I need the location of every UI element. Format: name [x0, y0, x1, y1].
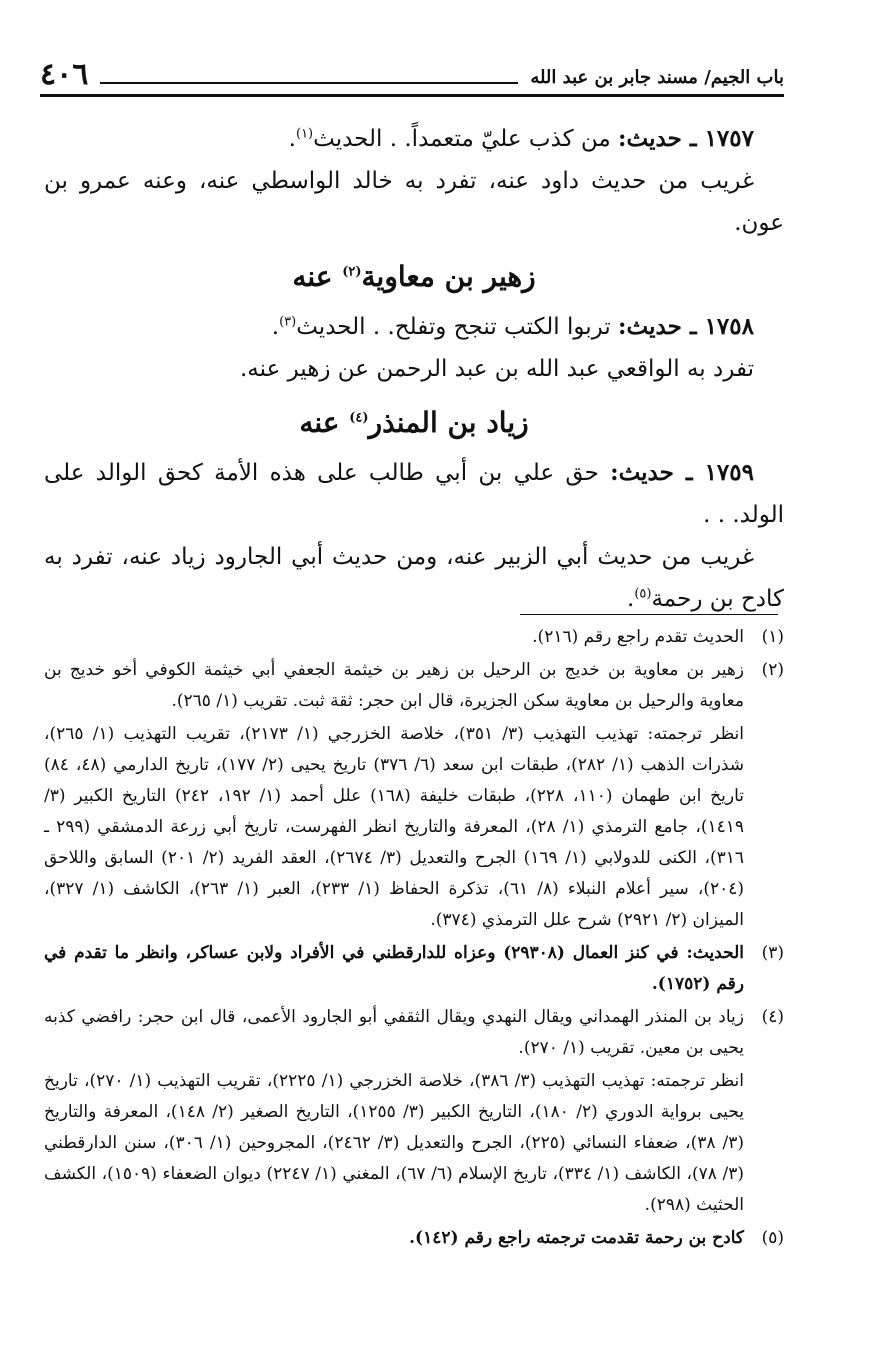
hadith-text: تربوا الكتب تنجح وتفلح. . الحديث	[296, 314, 619, 340]
page-number: ٤٠٦	[40, 57, 89, 92]
footnote-number: (٥)	[761, 1228, 784, 1248]
footnote-number: (٢)	[761, 660, 784, 680]
running-title: باب الجيم/ مسند جابر بن عبد الله	[530, 67, 784, 88]
footnote-ref: (٤)	[349, 410, 369, 426]
commentary-end: .	[627, 586, 635, 612]
footnote-ref: (٥)	[634, 586, 652, 602]
footnote-text: الحديث تقدم راجع رقم (٢١٦).	[532, 627, 744, 647]
footnote-separator	[520, 614, 778, 615]
footnote-text: الحديث: في كنز العمال (٢٩٣٠٨) وعزاه للدارقطني في الأفراد ولابن عساكر، وانظر ما تقدم في رقم (١٧٥٢).	[44, 943, 744, 994]
footnote-number: (١)	[761, 627, 784, 647]
hadith-number: ١٧٥٧ ـ حديث:	[618, 125, 754, 152]
hadith-number: ١٧٥٩ ـ حديث:	[610, 459, 754, 486]
footnote-ref: (١)	[295, 126, 314, 142]
footnote-3	[44, 938, 784, 1000]
footnotes	[44, 622, 784, 1256]
footnote-number: (٣)	[761, 943, 784, 963]
section-title-ziyad	[44, 400, 784, 446]
hadith-1757	[44, 118, 784, 160]
commentary-1758: تفرد به الواقعي عبد الله بن عبد الرحمن عن زهير عنه.	[240, 356, 754, 382]
footnote-text: زهير بن معاوية بن خديج بن الرحيل بن زهير بن خيثمة الجعفي أبي خيثمة الكوفي أخو خديج بن معاوية والرحيل بن معاوية سكن الجزيرة، قال ابن حجر: ثقة ثبت. تقريب (١/ ٢٦٥).	[44, 660, 744, 711]
section-title-zuhair	[44, 254, 784, 300]
main-text	[44, 112, 784, 620]
footnote-1	[44, 622, 784, 653]
commentary-1757: غريب من حديث داود عنه، تفرد به خالد الواسطي عنه، وعنه عمرو بن عون.	[44, 168, 784, 236]
footnote-sources: انظر ترجمته: تهذيب التهذيب (٣/ ٣٥١)، خلاصة الخزرجي (١/ ٢١٧٣)، تقريب التهذيب (١/ ٢٦٥)، شذرات الذهب (١/ ٢٨٢)، طبقات ابن سعد (٦/ ٣٧٦) تاريخ يحيى (٢/ ١٧٧)، تاريخ الدارمي (٤٨، ٨٤) تاريخ ابن طهمان (١١٠، ٢٢٨)، طبقات خليفة (١٦٨) علل أحمد (١/ ١٩٢، ٢٤٢) التاريخ الكبير (٣/ ١٤١٩)، جامع الترمذي (١/ ٢٨)، المعرفة والتاريخ انظر الفهرست، تاريخ أبي زرعة الدمشقي (٢٩٩ ـ ٣١٦)، الكنى للدولابي (١/ ١٦٩) الجرح والتعديل (٣/ ٢٦٧٤)، العقد الفريد (٢/ ٢٠١) السابق واللاحق (٢٠٤)، سير أعلام النبلاء (٨/ ٦١)، تذكرة الحفاظ (١/ ٢٣٣)، العبر (١/ ٢٦٣)، الكاشف (١/ ٣٢٧)، الميزان (٢/ ٢٩٢١) شرح علل الترمذي (٣٧٤).	[44, 724, 745, 930]
hadith-text: من كذب عليّ متعمداً. . الحديث	[313, 126, 619, 152]
footnote-number: (٤)	[761, 1007, 784, 1027]
hadith-1758	[44, 306, 784, 348]
footnote-ref: (٢)	[342, 264, 362, 280]
section-title-name: زهير بن معاوية	[361, 260, 536, 293]
section-title-suffix: عنه	[292, 260, 343, 293]
hadith-end: .	[271, 314, 280, 340]
footnote-text: زياد بن المنذر الهمداني ويقال النهدي ويقال الثقفي أبو الجارود الأعمى، قال ابن حجر: رافضي كذبه يحيى بن معين. تقريب (١/ ٢٧٠).	[44, 1007, 744, 1058]
section-title-name: زياد بن المنذر	[368, 406, 529, 439]
footnote-2	[44, 655, 784, 936]
hadith-end: .	[288, 126, 296, 152]
hadith-1759	[44, 452, 784, 536]
footnote-sources: انظر ترجمته: تهذيب التهذيب (٣/ ٣٨٦)، خلاصة الخزرجي (١/ ٢٢٢٥)، تقريب التهذيب (١/ ٢٧٠)، تاريخ يحيى برواية الدوري (٢/ ١٨٠)، التاريخ الكبير (٣/ ١٢٥٥)، التاريخ الصغير (٢/ ١٤٨)، المعرفة والتاريخ (٣/ ٣٨)، ضعفاء النسائي (٢٢٥)، الجرح والتعديل (٣/ ٢٤٦٢)، المجروحين (١/ ٣٠٦)، سنن الدارقطني (٣/ ٧٨)، الكاشف (١/ ٣٣٤)، تاريخ الإسلام (٦/ ٦٧)، المغني (١/ ٢٢٤٧) ديوان الضعفاء (١٥٠٩)، الكشف الحثيث (٢٩٨).	[44, 1071, 745, 1215]
hadith-text: حق علي بن أبي طالب على هذه الأمة كحق الوالد على الولد. . .	[44, 460, 784, 528]
hadith-number: ١٧٥٨ ـ حديث:	[618, 313, 754, 340]
header-dash-line	[100, 82, 518, 84]
footnote-text: كادح بن رحمة تقدمت ترجمته راجع رقم (١٤٢).	[409, 1228, 744, 1248]
commentary-1759	[44, 536, 784, 620]
footnote-4	[44, 1002, 784, 1221]
commentary-text: غريب من حديث أبي الزبير عنه، ومن حديث أبي الجارود زياد عنه، تفرد به كادح بن رحمة	[44, 544, 784, 612]
footnote-5	[44, 1223, 784, 1254]
page-header	[40, 52, 784, 92]
section-title-suffix: عنه	[299, 406, 350, 439]
footnote-ref: (٣)	[279, 314, 297, 330]
header-rule	[40, 94, 784, 97]
